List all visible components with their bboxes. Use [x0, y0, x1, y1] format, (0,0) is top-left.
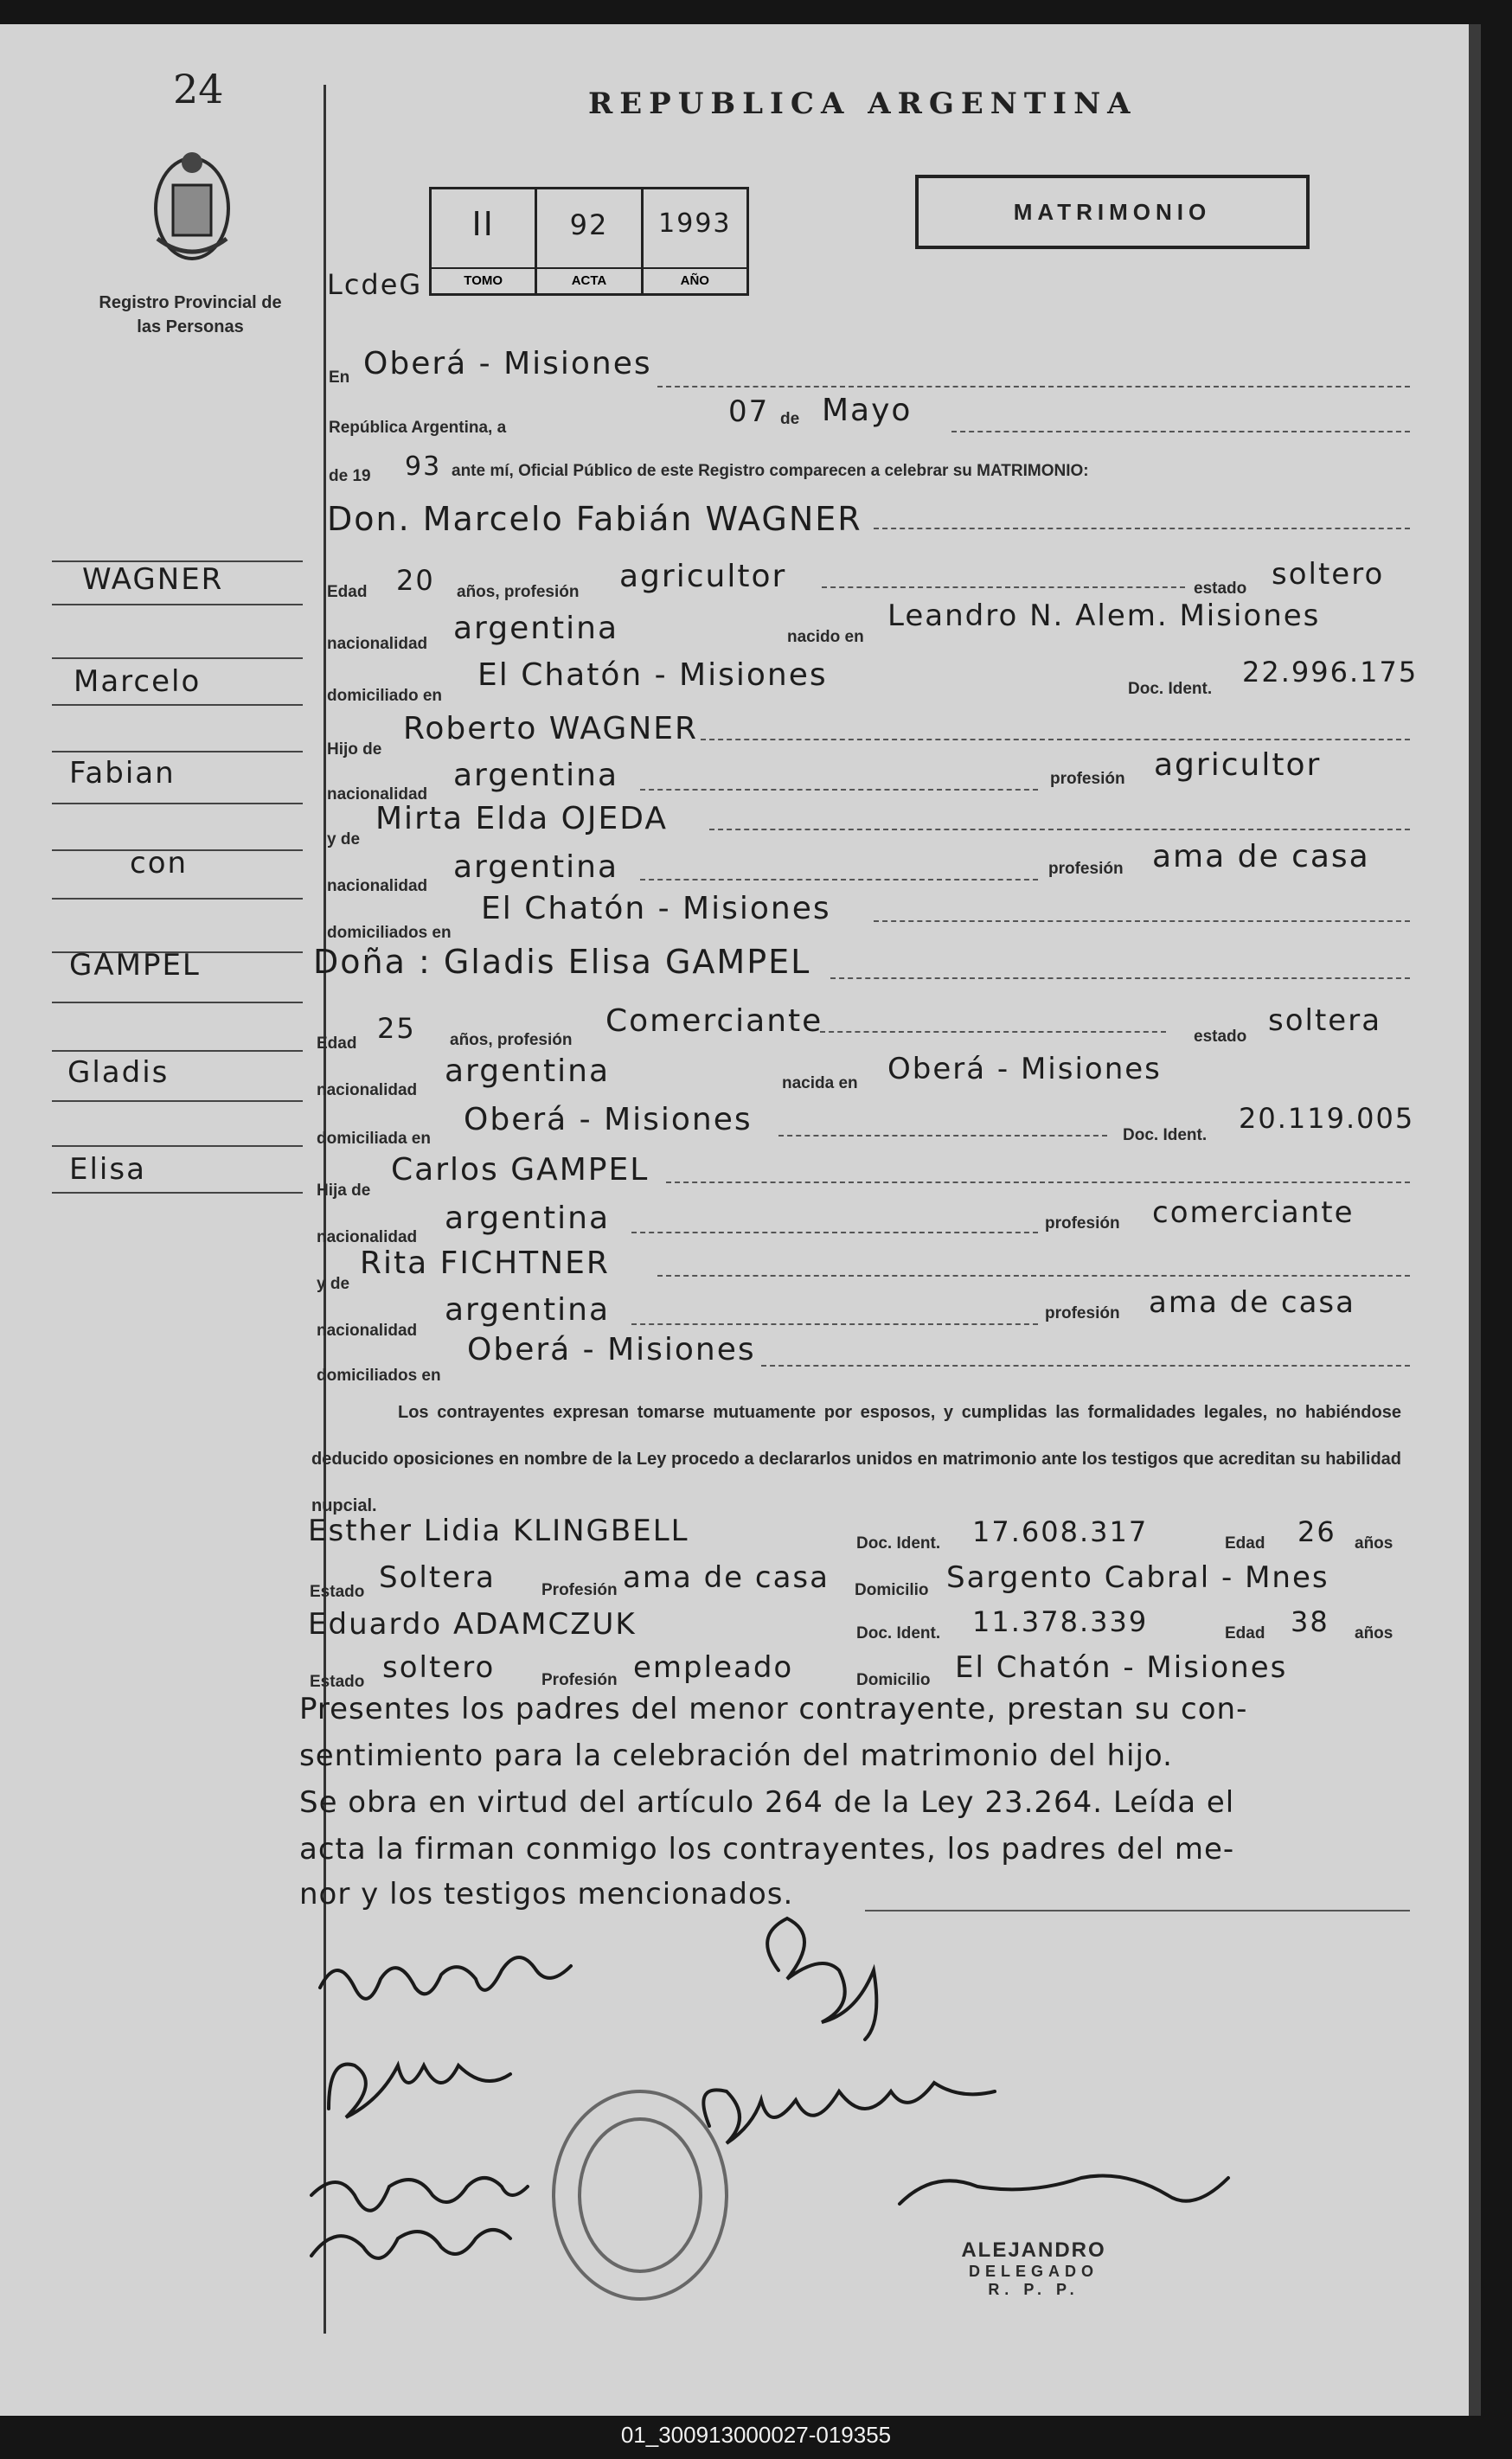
- officer-stamp: [891, 2238, 1176, 2299]
- groom-nacido-label: nacido en: [787, 628, 864, 646]
- groom-padres-dom: El Chatón - Misiones: [481, 891, 831, 926]
- legal-statement: Los contrayentes expresan tomarse mutuamente por esposos, y cumplidas las formalidades legales, no habiéndose deducido oposiciones en nombre de la Ley procedo a declararlos unidos en matrimonio ante los testigos que acreditan su habilidad nupcial.: [311, 1403, 1401, 1515]
- witness1-dom-label: Domicilio: [855, 1581, 929, 1599]
- line: [709, 829, 1410, 830]
- republica-label: República Argentina, a: [329, 419, 507, 437]
- bride-padre: Carlos GAMPEL: [391, 1152, 650, 1188]
- margin-rule: [52, 1100, 303, 1102]
- line: [874, 920, 1410, 922]
- groom-padre: Roberto WAGNER: [403, 711, 699, 746]
- en-label: En: [329, 368, 350, 387]
- coat-of-arms-icon: [140, 135, 244, 273]
- tomo-cell: [432, 189, 537, 293]
- groom-profesion: agricultor: [619, 559, 787, 594]
- note-line-5: nor y los testigos mencionados.: [299, 1877, 794, 1911]
- witness2-doc: 11.378.339: [972, 1605, 1149, 1638]
- groom-doc: 22.996.175: [1242, 656, 1419, 688]
- bride-edad-label: Edad: [317, 1034, 357, 1053]
- officer-office: R. P. P.: [988, 2281, 1080, 2298]
- note-line-3: Se obra en virtud del artículo 264 de la Ley 23.264. Leída el: [299, 1785, 1235, 1820]
- note-line-2: sentimiento para la celebración del matrimonio del hijo.: [299, 1739, 1173, 1773]
- anio-value: 1993: [658, 208, 732, 239]
- groom-yde-label: y de: [327, 830, 361, 848]
- line: [640, 789, 1038, 791]
- margin-bride-surname: GAMPEL: [69, 948, 201, 983]
- signature-witness2: [311, 2230, 510, 2258]
- official-seal: [554, 2091, 727, 2299]
- acta-value: 92: [569, 208, 609, 241]
- bride-domicilio: Oberá - Misiones: [464, 1102, 753, 1137]
- officer-name: ALEJANDRO: [961, 2238, 1106, 2262]
- bride-doc-label: Doc. Ident.: [1123, 1126, 1208, 1144]
- signature-officer: [900, 2176, 1228, 2205]
- bride-madre-prof-label: profesión: [1045, 1304, 1120, 1322]
- signature-father-groom: [329, 2065, 510, 2117]
- line: [778, 1135, 1107, 1137]
- comparecen-text: ante mí, Oficial Público de este Registro comparecen a celebrar su MATRIMONIO:: [452, 462, 1089, 480]
- country-title: REPUBLICA ARGENTINA: [588, 86, 1137, 121]
- witness1-name: Esther Lidia KLINGBELL: [308, 1514, 689, 1548]
- footer-id: 01_300913000027-019355: [620, 2422, 892, 2448]
- margin-conjunction: con: [130, 846, 189, 881]
- witness1-edad: 26: [1297, 1515, 1336, 1548]
- margin-rule: [52, 1002, 303, 1003]
- month-value: Mayo: [822, 393, 913, 428]
- witness2-anios-label: años: [1355, 1624, 1393, 1643]
- bride-yde-label: y de: [317, 1275, 350, 1293]
- witness1-doc-label: Doc. Ident.: [856, 1534, 941, 1553]
- groom-doms-label: domiciliados en: [327, 924, 452, 942]
- bride-nacida-en: Oberá - Misiones: [887, 1052, 1162, 1086]
- margin-bride-middle: Elisa: [69, 1152, 146, 1187]
- bride-anios-prof-label: años, profesión: [450, 1031, 573, 1049]
- page-number: 24: [173, 66, 224, 112]
- groom-madre-nac-label: nacionalidad: [327, 877, 428, 895]
- bride-doms-label: domiciliados en: [317, 1367, 441, 1385]
- bride-madre: Rita FICHTNER: [360, 1246, 610, 1281]
- margin-rule: [52, 803, 303, 804]
- margin-rule: [52, 898, 303, 900]
- margin-rule: [52, 1192, 303, 1194]
- witness1-estado-label: Estado: [310, 1583, 365, 1601]
- groom-madre: Mirta Elda OJEDA: [375, 801, 668, 836]
- line: [761, 1365, 1410, 1367]
- year-prefix: de 19: [329, 467, 371, 485]
- bride-profesion: Comerciante: [605, 1003, 823, 1039]
- signature-witness1: [311, 2178, 528, 2211]
- margin-rule: [52, 751, 303, 752]
- book-code: LcdeG: [327, 268, 423, 301]
- year-suffix: 93: [405, 451, 442, 482]
- anio-cell: [644, 189, 746, 293]
- acta-label: ACTA: [537, 267, 640, 293]
- note-line-1: Presentes los padres del menor contrayente, prestan su con-: [299, 1692, 1248, 1726]
- margin-groom-middle: Fabian: [69, 756, 176, 791]
- bride-hija-label: Hija de: [317, 1181, 371, 1200]
- witness2-estado-label: Estado: [310, 1673, 365, 1691]
- signature-bride: [767, 1918, 876, 2040]
- bride-name: Doña : Gladis Elisa GAMPEL: [313, 943, 811, 981]
- groom-dom-label: domiciliado en: [327, 687, 443, 705]
- de-label: de: [780, 410, 800, 428]
- groom-padre-nac-label: nacionalidad: [327, 785, 428, 804]
- signature-mother-groom: [703, 2083, 995, 2143]
- line: [657, 386, 1410, 387]
- note-line-4: acta la firman conmigo los contrayentes, los padres del me-: [299, 1832, 1235, 1867]
- groom-madre-prof: ama de casa: [1152, 839, 1370, 874]
- witness1-edad-label: Edad: [1225, 1534, 1265, 1553]
- line: [701, 739, 1410, 740]
- bride-padre-nac-label: nacionalidad: [317, 1228, 418, 1246]
- bride-padre-prof: comerciante: [1152, 1195, 1355, 1230]
- groom-edad: 20: [396, 564, 435, 597]
- margin-groom-surname: WAGNER: [82, 562, 224, 597]
- groom-madre-nac: argentina: [453, 849, 619, 885]
- witness1-profesion: ama de casa: [623, 1560, 830, 1595]
- witness2-prof-label: Profesión: [541, 1671, 618, 1689]
- line: [822, 586, 1185, 588]
- en-value: Oberá - Misiones: [363, 346, 652, 381]
- line: [631, 1232, 1038, 1233]
- witness1-prof-label: Profesión: [541, 1581, 618, 1599]
- groom-madre-prof-label: profesión: [1048, 860, 1124, 878]
- bride-padres-dom: Oberá - Misiones: [467, 1332, 756, 1367]
- bride-nac-label: nacionalidad: [317, 1081, 418, 1099]
- margin-rule: [52, 657, 303, 659]
- bride-nacida-label: nacida en: [782, 1074, 858, 1092]
- line: [666, 1181, 1410, 1183]
- groom-padre-prof-label: profesión: [1050, 770, 1125, 788]
- groom-anios-prof-label: años, profesión: [457, 583, 580, 601]
- groom-estado-label: estado: [1194, 580, 1247, 598]
- witness1-estado: Soltera: [379, 1560, 496, 1595]
- groom-doc-label: Doc. Ident.: [1128, 680, 1213, 698]
- groom-padre-prof: agricultor: [1154, 747, 1322, 783]
- bride-madre-nac-label: nacionalidad: [317, 1322, 418, 1340]
- line: [830, 977, 1410, 979]
- groom-domicilio: El Chatón - Misiones: [477, 657, 828, 693]
- witness2-estado: soltero: [382, 1650, 496, 1685]
- witness2-domicilio: El Chatón - Misiones: [955, 1650, 1288, 1685]
- line: [640, 879, 1038, 881]
- line: [951, 431, 1410, 432]
- margin-rule: [52, 604, 303, 605]
- line: [820, 1031, 1166, 1033]
- witness2-edad: 38: [1291, 1605, 1329, 1638]
- registry-label: Registro Provincial de las Personas: [99, 293, 282, 336]
- groom-padre-nac: argentina: [453, 758, 619, 793]
- tomo-label: TOMO: [432, 267, 535, 293]
- bride-nacionalidad: argentina: [445, 1053, 611, 1089]
- witness1-anios-label: años: [1355, 1534, 1393, 1553]
- witness1-doc: 17.608.317: [972, 1515, 1149, 1548]
- day-value: 07: [728, 394, 770, 429]
- margin-rule: [52, 1050, 303, 1052]
- bride-madre-nac: argentina: [445, 1292, 611, 1328]
- bride-padre-nac: argentina: [445, 1201, 611, 1236]
- line: [657, 1275, 1410, 1277]
- margin-rule: [52, 704, 303, 706]
- bride-doc: 20.119.005: [1239, 1102, 1415, 1135]
- witness2-edad-label: Edad: [1225, 1624, 1265, 1643]
- groom-name: Don. Marcelo Fabián WAGNER: [327, 500, 862, 538]
- tomo-value: II: [471, 205, 495, 243]
- witness1-domicilio: Sargento Cabral - Mnes: [946, 1560, 1329, 1595]
- groom-estado: soltero: [1272, 557, 1385, 592]
- acta-cell: [537, 189, 643, 293]
- bride-estado: soltera: [1268, 1003, 1382, 1038]
- bride-edad: 25: [377, 1012, 416, 1045]
- witness2-name: Eduardo ADAMCZUK: [308, 1607, 637, 1642]
- record-type-box: [915, 175, 1310, 249]
- witness2-dom-label: Domicilio: [856, 1671, 931, 1689]
- groom-nac-label: nacionalidad: [327, 635, 428, 653]
- witness2-profesion: empleado: [633, 1650, 794, 1685]
- margin-bride-first: Gladis: [67, 1055, 170, 1090]
- bride-estado-label: estado: [1194, 1028, 1247, 1046]
- officer-title: DELEGADO: [968, 2263, 1099, 2280]
- groom-nacido-en: Leandro N. Alem. Misiones: [887, 599, 1321, 633]
- witness2-doc-label: Doc. Ident.: [856, 1624, 941, 1643]
- line: [631, 1323, 1038, 1325]
- bride-dom-label: domiciliada en: [317, 1130, 431, 1148]
- groom-nacionalidad: argentina: [453, 611, 619, 646]
- bride-padre-prof-label: profesión: [1045, 1214, 1120, 1233]
- groom-hijo-label: Hijo de: [327, 740, 382, 759]
- signatures-area: [294, 1910, 1419, 2394]
- anio-label: AÑO: [644, 267, 746, 293]
- signature-groom: [320, 1957, 571, 1999]
- line: [874, 528, 1410, 529]
- tomo-acta-anio-box: [429, 187, 749, 296]
- margin-groom-first: Marcelo: [74, 664, 202, 699]
- groom-edad-label: Edad: [327, 583, 368, 601]
- bride-madre-prof: ama de casa: [1149, 1285, 1355, 1320]
- register-page: [0, 24, 1481, 2416]
- margin-rule: [52, 1145, 303, 1147]
- record-type: MATRIMONIO: [1013, 199, 1212, 225]
